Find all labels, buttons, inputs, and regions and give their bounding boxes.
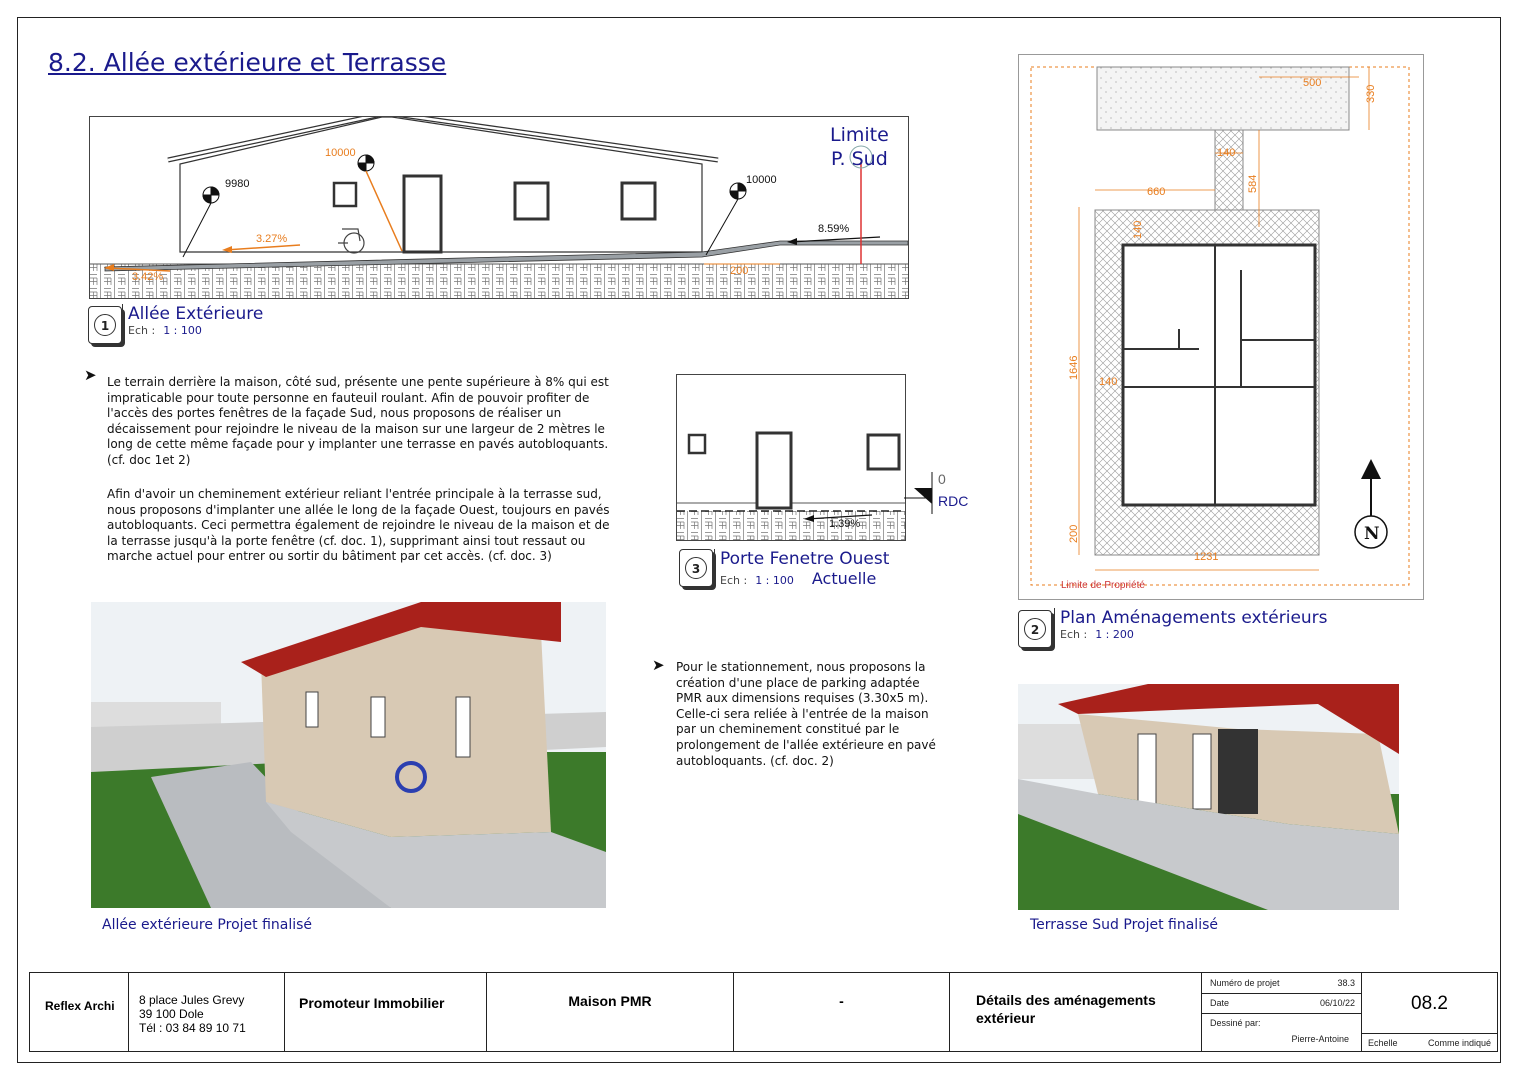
bullet-arrow-icon: ➤ <box>652 656 665 674</box>
level-0-label: 0 <box>938 471 946 487</box>
tb-date: 06/10/22 <box>1319 998 1355 1008</box>
view-3-title: Porte Fenetre Ouest <box>720 549 890 569</box>
west-door-drawing <box>677 375 905 540</box>
tb-info-cell <box>1202 973 1362 1051</box>
plan-dim-10: 1231 <box>1194 551 1219 563</box>
tb-sheet-title: Détails des aménagements extérieur <box>976 992 1156 1026</box>
tb-sheet-number-cell <box>1362 973 1497 1051</box>
tb-project-number: 38.3 <box>1337 978 1355 988</box>
view-1-label <box>122 304 263 342</box>
title-block <box>29 972 1498 1052</box>
property-limit-caption: Limite de Propriété <box>1061 580 1145 591</box>
west-slope-label: 1.39% <box>829 518 861 530</box>
page-title: 8.2. Allée extérieure et Terrasse <box>48 48 447 77</box>
view-3-label <box>714 549 889 587</box>
render-terrasse-caption: Terrasse Sud Projet finalisé <box>1030 917 1218 933</box>
plan-dim-8: 140 <box>1099 376 1118 388</box>
tb-client-cell <box>285 973 487 1051</box>
tb-client: Promoteur Immobilier <box>299 995 445 1011</box>
view-3-scale: Ech : 1 : 100 Actuelle <box>720 569 877 588</box>
level-left-label: 9980 <box>225 178 250 190</box>
tb-drawn-by: Pierre-Antoine <box>1291 1034 1349 1044</box>
render-terrasse-image <box>1018 684 1399 910</box>
tb-dash-cell <box>734 973 950 1051</box>
site-plan-drawing <box>1019 55 1423 599</box>
plan-dim-4: 584 <box>1247 174 1259 193</box>
west-door-view <box>676 374 906 541</box>
tb-scale: Comme indiqué <box>1427 1038 1491 1048</box>
slope-2-label: 3.42% <box>132 271 164 283</box>
tb-company-cell <box>30 973 129 1051</box>
plan-dim-6: 140 <box>1132 220 1144 239</box>
view-2-title: Plan Aménagements extérieurs <box>1060 608 1328 628</box>
plan-dim-1: 500 <box>1303 77 1322 89</box>
bullet-arrow-icon: ➤ <box>84 366 97 384</box>
plan-dim-9: 200 <box>1068 524 1080 543</box>
south-elevation-view <box>89 116 909 299</box>
paragraph-parking: Pour le stationnement, nous proposons la création d'une place de parking adaptée PMR aux dimensions requises (3.30x5 m). Celle-ci sera reliée à l'entrée de la maison par un cheminement constitué par le prolongement de l'allée extérieure en pavé autobloquants. (cf. doc. 2) <box>676 660 936 768</box>
view-2-badge: 2 <box>1018 610 1052 648</box>
paragraph-terrain: Le terrain derrière la maison, côté sud, présente une pente supérieure à 8% qui est impraticable pour toute personne en fauteuil roulant. Afin de pouvoir profiter de l'accès des portes fenêtres de la façade Sud, nous proposons de réaliser un décaissement pour rejoindre le niveau de la maison sur une largeur de 2 mètres le long de cette même façade pour y implanter une terrasse en pavés autobloquants. (cf. doc 1et 2) <box>107 375 609 467</box>
view-1-title: Allée Extérieure <box>128 304 264 324</box>
level-right-label: 10000 <box>746 174 777 186</box>
tb-address: 8 place Jules Grevy 39 100 Dole Tél : 03 84 89 10 71 <box>139 993 246 1035</box>
north-label: N <box>1364 524 1380 544</box>
render-allee-image <box>91 602 606 908</box>
view-2-scale: Ech : 1 : 200 <box>1060 628 1134 641</box>
dim-200-label: 200 <box>730 265 749 277</box>
tb-sheet-title-cell <box>950 973 1202 1051</box>
tb-address-cell <box>129 973 285 1051</box>
tb-project-cell <box>487 973 734 1051</box>
tb-sheet-number: 08.2 <box>1411 993 1448 1014</box>
tb-project: Maison PMR <box>568 993 652 1009</box>
plan-dim-5: 660 <box>1147 186 1166 198</box>
tb-dash: - <box>839 993 844 1009</box>
tb-drawn-label: Dessiné par: <box>1210 1018 1261 1028</box>
level-rdc-label: RDC <box>938 493 969 509</box>
slope-3-label: 8.59% <box>818 223 850 235</box>
view-2-label <box>1054 608 1328 646</box>
plan-dim-7: 1646 <box>1068 355 1080 380</box>
tb-scale-label: Echelle <box>1368 1038 1398 1048</box>
plan-dim-2: 330 <box>1365 84 1377 103</box>
plan-dim-3: 140 <box>1217 147 1236 159</box>
render-allee-caption: Allée extérieure Projet finalisé <box>102 917 313 933</box>
south-elevation-drawing <box>90 117 908 298</box>
tb-date-label: Date <box>1210 998 1230 1008</box>
level-marker <box>904 468 984 518</box>
view-3-badge: 3 <box>679 549 713 587</box>
paragraph-allee: Afin d'avoir un cheminement extérieur reliant l'entrée principale à la terrasse sud, nous proposons d'implanter une allée le long de la façade Ouest, toujours en pavés autobloquants. Ceci permettra également de rejoindre le niveau de la maison et de la terrasse jusqu'à la porte fenêtre (cf. doc. 1), supprimant ainsi tout ressaut ou marche actuel pour entrer ou sortir du bâtiment par cet accès. (cf. doc. 3) <box>107 487 610 564</box>
property-limit-label: Limite P. Sud <box>830 124 889 170</box>
tb-company: Reflex Archi <box>45 999 115 1013</box>
view-1-scale: Ech : 1 : 100 <box>128 324 202 337</box>
site-plan-view <box>1018 54 1424 600</box>
slope-1-label: 3.27% <box>256 233 288 245</box>
level-mid-label: 10000 <box>325 147 356 159</box>
view-1-badge: 1 <box>88 306 122 344</box>
tb-project-number-label: Numéro de projet <box>1210 978 1280 988</box>
